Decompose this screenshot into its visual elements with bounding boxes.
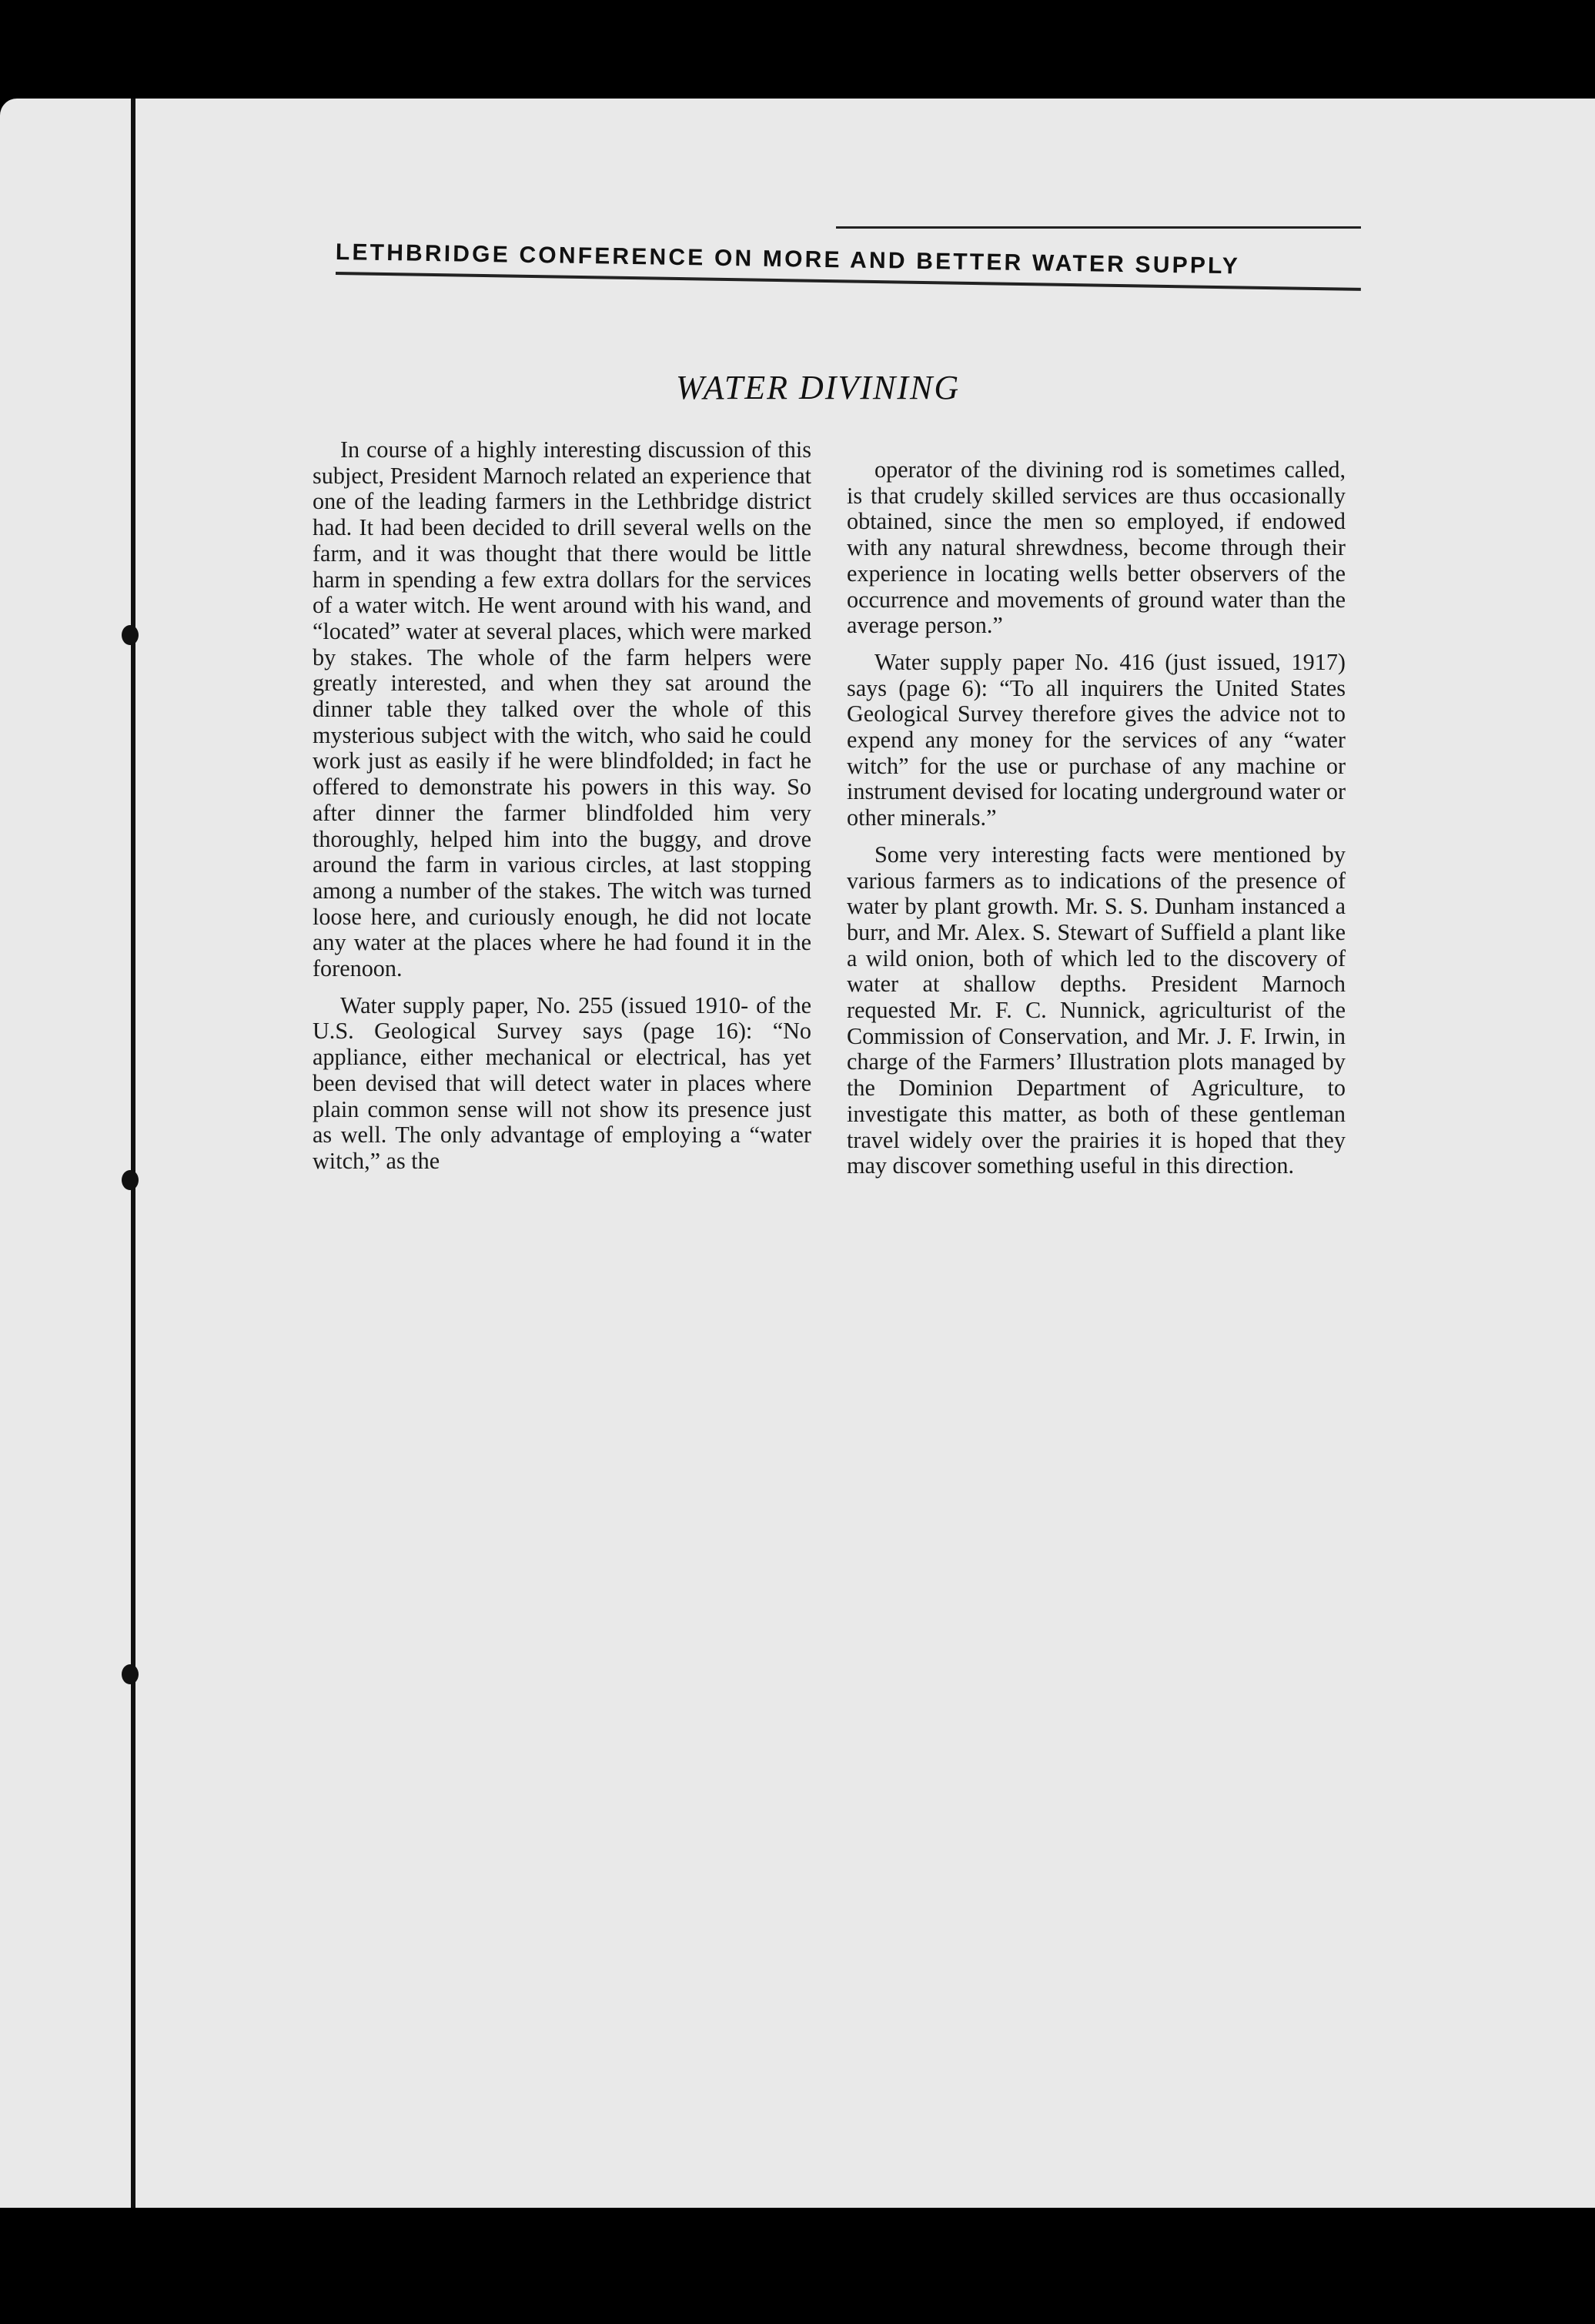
right-column xyxy=(847,457,1346,1190)
binding-hole-mark xyxy=(122,1664,139,1684)
left-column xyxy=(313,437,811,1185)
page-binding-edge xyxy=(131,99,135,2208)
article-title: WATER DIVINING xyxy=(676,369,961,406)
running-header xyxy=(335,226,1361,279)
paragraph: In course of a highly interesting discussion of this subject, President Marnoch related an experience that one of the leading farmers in the Lethbridge district had. It had been decided to drill several wells on the farm, and it was thought that there would be little harm in spending a few extra dollars for the services of a water witch. He went around with his wand, and “located” water at several places, which were marked by stakes. The whole of the farm helpers were greatly interested, and when they sat around the dinner table they talked over the whole of this mysterious subject with the witch, who said he could work just as easily if he were blindfolded; in fact he offered to demonstrate his powers in this way. So after dinner the farmer blindfolded him very thoroughly, helped him into the buggy, and drove around the farm in various circles, at last stopping among a number of the stakes. The witch was turned loose here, and curiously enough, he did not locate any water at the places where he had found it in the forenoon. xyxy=(313,436,811,982)
paragraph: Water supply paper, No. 255 (issued 1910- of the U.S. Geological Survey says (page 16): “No appliance, either mechanical or electrical, has yet been devised that will detect water in places where plain common sense will not show its presence just as well. The only advantage of employing a “water witch,” as the xyxy=(313,991,811,1174)
binding-hole-mark xyxy=(122,625,139,645)
header-rule-top xyxy=(836,226,1361,229)
paragraph: operator of the divining rod is sometimes called, is that crudely skilled services are thus occasionally obtained, since the men so employed, if endowed with any natural shrewdness, become through their experience in locating wells better observers of the occurrence and movements of ground water than the average person.” xyxy=(847,456,1346,639)
binding-hole-mark xyxy=(122,1170,139,1190)
paragraph: Some very interesting facts were mentioned by various farmers as to indications of the presence of water by plant growth. Mr. S. S. Dunham instanced a burr, and Mr. Alex. S. Stewart of Suffield a plant like a wild onion, both of which led to the discovery of water at shallow depths. President Marnoch requested Mr. F. C. Nunnick, agriculturist of the Commission of Conservation, and Mr. J. F. Irwin, in charge of the Farmers’ Illustration plots managed by the Dominion Department of Agriculture, to investigate this matter, as both of these gentleman travel widely over the prairies it is hoped that they may discover something useful in this direction. xyxy=(847,841,1346,1179)
running-title: LETHBRIDGE CONFERENCE ON MORE AND BETTER WATER SUPPLY xyxy=(335,239,1241,279)
paragraph: Water supply paper No. 416 (just issued, 1917) says (page 6): “To all inquirers the United States Geological Survey therefore gives the advice not to expend any money for the services of any “water witch” for the use or purchase of any machine or instrument devised for locating underground water or other minerals.” xyxy=(847,648,1346,831)
